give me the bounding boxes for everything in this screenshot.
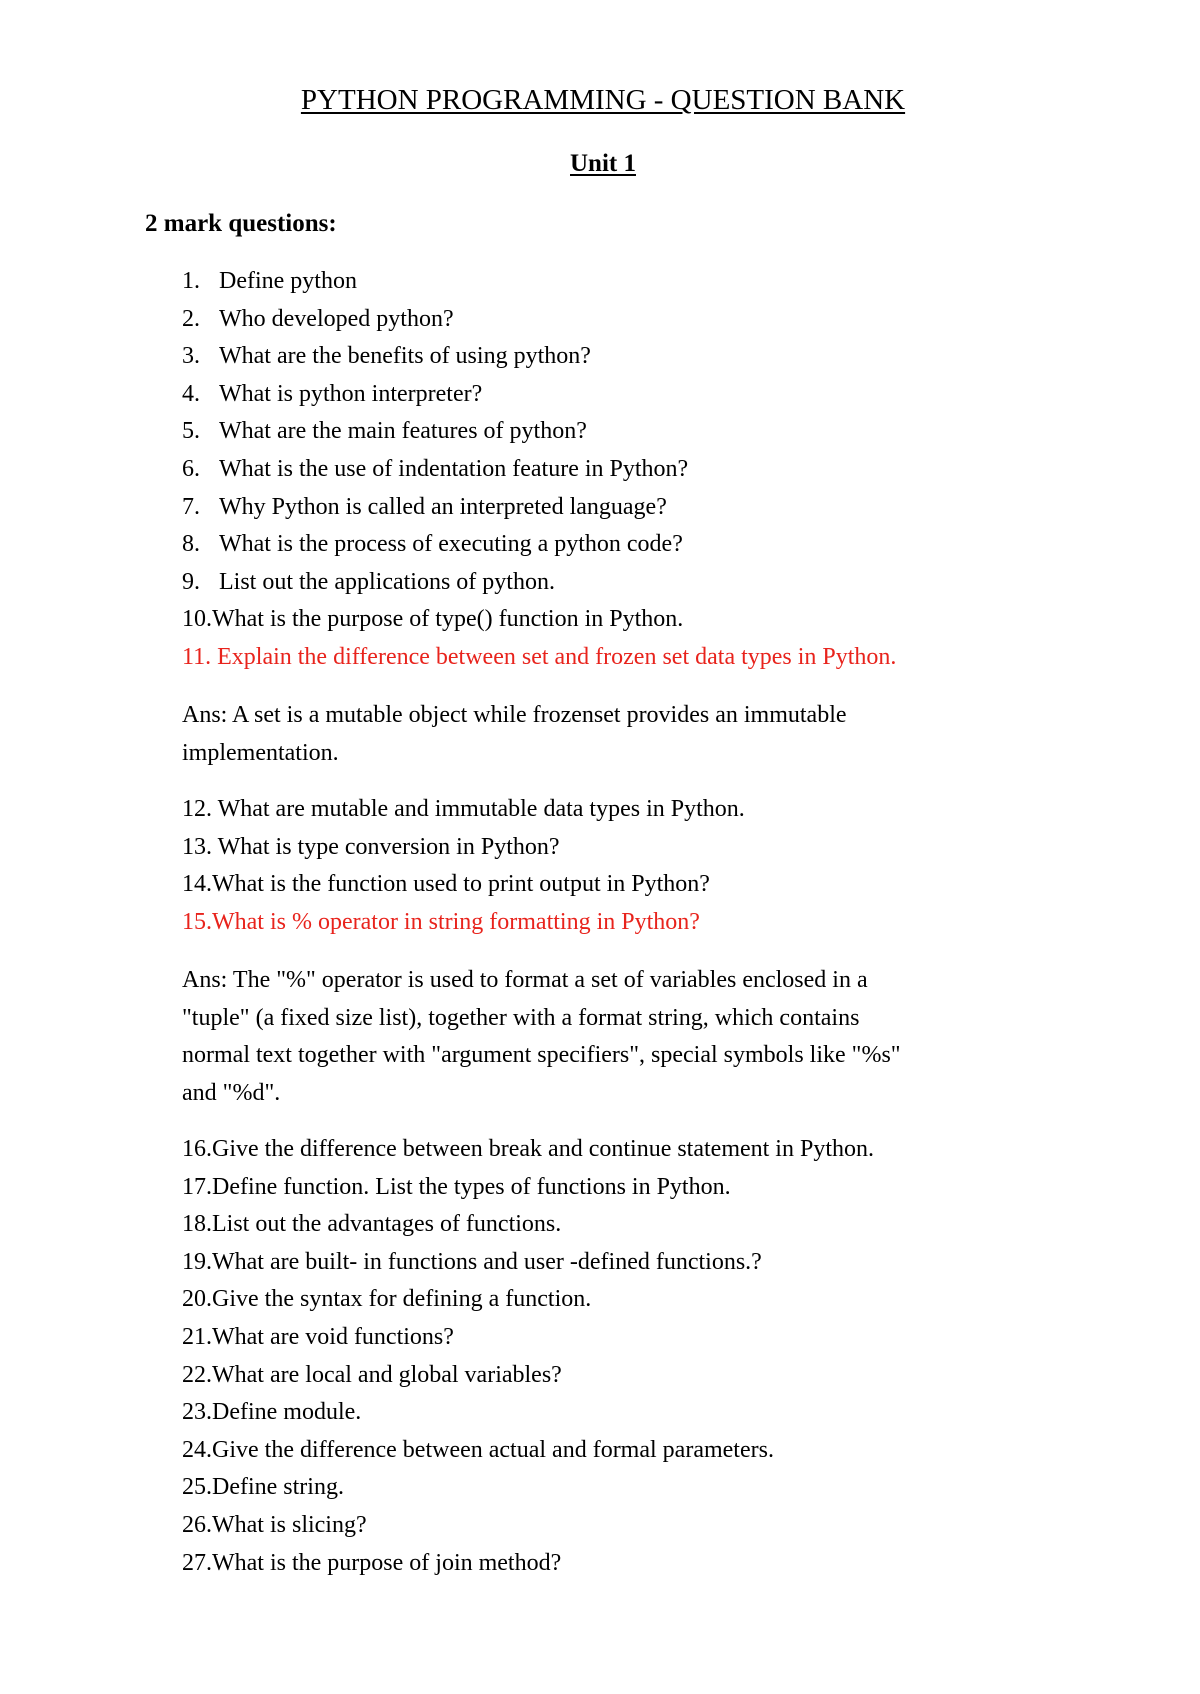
question-item [182, 413, 896, 451]
question-text: What is the purpose of type() function in Python. [212, 606, 684, 633]
question-item [182, 263, 896, 301]
question-number: 15. [182, 908, 212, 935]
question-item [182, 1394, 874, 1432]
question-number: 26. [182, 1511, 212, 1538]
question-text: Define module. [212, 1399, 362, 1426]
question-item [182, 1169, 874, 1207]
question-text: Why Python is called an interpreted language? [219, 493, 667, 520]
question-number: 12. [182, 796, 212, 822]
question-number: 4. [182, 380, 200, 407]
question-item [182, 1545, 874, 1583]
question-number: 1. [182, 268, 200, 294]
unit-heading: Unit 1 [570, 150, 636, 177]
question-item [182, 526, 896, 564]
answer-line: implementation. [182, 739, 339, 766]
question-number: 23. [182, 1399, 212, 1426]
question-number: 25. [182, 1474, 212, 1501]
question-number: 17. [182, 1173, 212, 1200]
question-text: Define string. [212, 1474, 344, 1501]
question-number: 20. [182, 1286, 212, 1313]
question-number: 7. [182, 493, 200, 520]
question-text: What is the purpose of join method? [212, 1549, 562, 1576]
question-number: 2. [182, 305, 200, 332]
document-title: PYTHON PROGRAMMING - QUESTION BANK [300, 84, 906, 116]
question-item [182, 1469, 874, 1507]
question-item [182, 1244, 874, 1282]
question-text: Give the syntax for defining a function. [212, 1286, 592, 1313]
answer-line: normal text together with "argument specifiers", special symbols like "%s" [182, 1042, 901, 1069]
question-number: 21. [182, 1323, 212, 1350]
question-list-a [182, 263, 896, 677]
question-number: 14. [182, 871, 212, 898]
answer-line: "tuple" (a fixed size list), together with a format string, which contains [182, 1004, 860, 1031]
question-number: 11. [182, 643, 212, 670]
question-number: 9. [182, 568, 200, 595]
question-item [182, 338, 896, 376]
question-number: 5. [182, 418, 200, 445]
question-text: What is % operator in string formatting in Python? [212, 908, 700, 935]
question-number: 6. [182, 455, 200, 482]
question-list-b [182, 791, 745, 941]
question-item [182, 1206, 874, 1244]
question-text: What are the benefits of using python? [219, 343, 591, 370]
question-item [182, 451, 896, 489]
question-text: Define function. List the types of functions in Python. [212, 1173, 731, 1200]
question-text: What is the use of indentation feature in Python? [219, 455, 689, 482]
question-item [182, 1319, 874, 1357]
answer-11 [182, 697, 1042, 772]
question-text: What is the function used to print output in Python? [212, 871, 710, 898]
question-text: What are void functions? [212, 1323, 454, 1350]
question-number: 8. [182, 531, 200, 558]
question-number: 24. [182, 1436, 212, 1463]
question-list-c [182, 1131, 874, 1582]
question-number: 19. [182, 1248, 212, 1275]
answer-line: Ans: A set is a mutable object while frozenset provides an immutable [182, 702, 847, 728]
question-item [182, 1131, 874, 1169]
question-text: What are built- in functions and user -defined functions.? [212, 1248, 762, 1275]
question-number: 22. [182, 1361, 212, 1388]
section-heading: 2 mark questions: [145, 210, 337, 237]
question-text: Who developed python? [219, 305, 454, 332]
question-text: What is the process of executing a python code? [219, 531, 683, 558]
question-item [182, 1432, 874, 1470]
question-item [182, 1507, 874, 1545]
question-item [182, 489, 896, 527]
question-number: 16. [182, 1136, 212, 1162]
question-item [182, 866, 745, 904]
question-text: What is python interpreter? [219, 380, 483, 407]
question-number: 3. [182, 343, 200, 370]
question-number: 13. [182, 833, 212, 860]
answer-15 [182, 962, 1042, 1112]
question-item [182, 564, 896, 602]
question-item [182, 1357, 874, 1395]
question-text: What is type conversion in Python? [217, 833, 560, 860]
question-text: Give the difference between break and continue statement in Python. [212, 1136, 874, 1162]
question-text: List out the applications of python. [219, 568, 555, 595]
question-text: List out the advantages of functions. [212, 1211, 562, 1238]
question-text: What are local and global variables? [212, 1361, 562, 1388]
question-text: Explain the difference between set and frozen set data types in Python. [217, 643, 897, 670]
question-item [182, 829, 745, 867]
question-text: Give the difference between actual and formal parameters. [212, 1436, 774, 1463]
question-item-highlighted [182, 639, 896, 677]
question-text: What are the main features of python? [219, 418, 587, 445]
question-item [182, 376, 896, 414]
question-text: What is slicing? [212, 1511, 367, 1538]
question-item [182, 791, 745, 829]
question-number: 27. [182, 1549, 212, 1576]
answer-line: Ans: The "%" operator is used to format a set of variables enclosed in a [182, 967, 868, 993]
question-item [182, 601, 896, 639]
answer-line: and "%d". [182, 1079, 281, 1106]
question-text: What are mutable and immutable data types in Python. [217, 796, 745, 822]
question-item-highlighted [182, 904, 745, 942]
question-item [182, 1281, 874, 1319]
question-number: 18. [182, 1211, 212, 1238]
question-number: 10. [182, 606, 212, 633]
question-item [182, 301, 896, 339]
question-text: Define python [219, 268, 357, 294]
